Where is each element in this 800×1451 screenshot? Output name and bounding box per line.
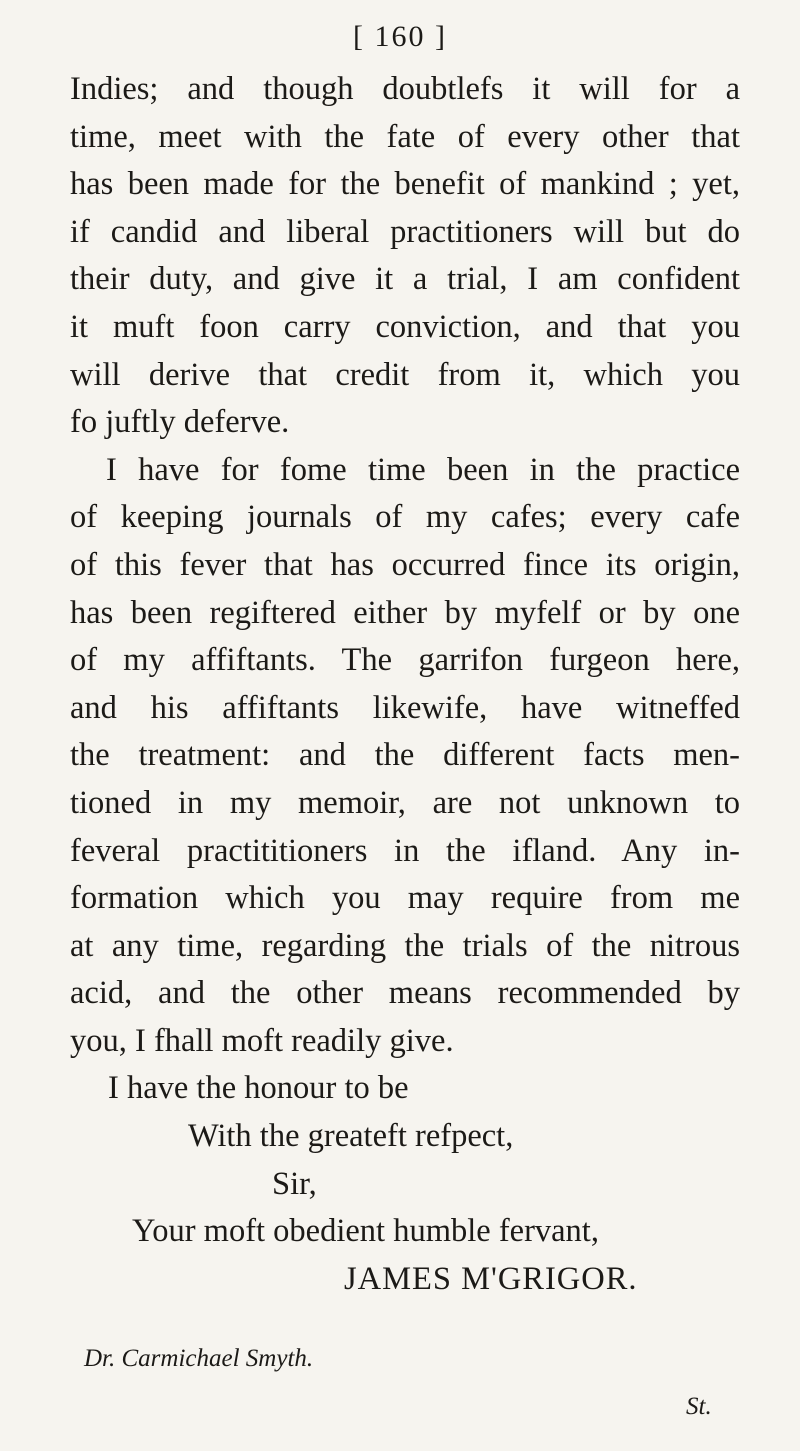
text-line: if candid and liberal practitioners will but do xyxy=(70,213,740,250)
addressee-line: Dr. Carmichael Smyth. xyxy=(84,1345,314,1372)
text-line: it muft foon carry conviction, and that you xyxy=(70,308,740,345)
page-number-header: [ 160 ] xyxy=(353,20,447,53)
text-line: tioned in my memoir, are not unknown to xyxy=(70,784,740,821)
text-line: their duty, and give it a trial, I am confident xyxy=(70,261,740,298)
text-line: of keeping journals of my cafes; every cafe xyxy=(70,499,740,536)
signature: JAMES M'GRIGOR. xyxy=(344,1260,638,1297)
text-line: you, I fhall moft readily give. xyxy=(70,1022,454,1059)
text-line: of my affiftants. The garrifon furgeon here, xyxy=(70,642,740,679)
closing-honour-line: I have the honour to be xyxy=(108,1070,409,1107)
text-line: feveral practititioners in the ifland. Any in- xyxy=(70,832,740,869)
closing-servant-line: Your moft obedient humble fervant, xyxy=(132,1213,599,1250)
text-line: the treatment: and the different facts men- xyxy=(70,737,740,774)
text-line: has been regiftered either by myfelf or by one xyxy=(70,594,740,631)
text-line: will derive that credit from it, which you xyxy=(70,356,740,393)
text-line: and his affiftants likewife, have witneffed xyxy=(70,689,740,726)
text-line: of this fever that has occurred fince its origin, xyxy=(70,546,740,583)
text-line: at any time, regarding the trials of the nitrous xyxy=(70,927,740,964)
closing-respect-line: With the greateft refpect, xyxy=(188,1118,514,1155)
catchword: St. xyxy=(686,1393,712,1420)
text-line: formation which you may require from me xyxy=(70,880,740,917)
letter-body xyxy=(70,66,740,1303)
paragraph-start-line: I have for fome time been in the practice xyxy=(106,451,740,488)
closing-salutation: Sir, xyxy=(272,1165,317,1202)
text-line: time, meet with the fate of every other that xyxy=(70,118,740,155)
text-line: fo juftly deferve. xyxy=(70,404,290,441)
text-line: Indies; and though doubtlefs it will for a xyxy=(70,71,740,107)
text-line: has been made for the benefit of mankind ; yet, xyxy=(70,166,740,203)
text-line: acid, and the other means recommended by xyxy=(70,975,740,1012)
